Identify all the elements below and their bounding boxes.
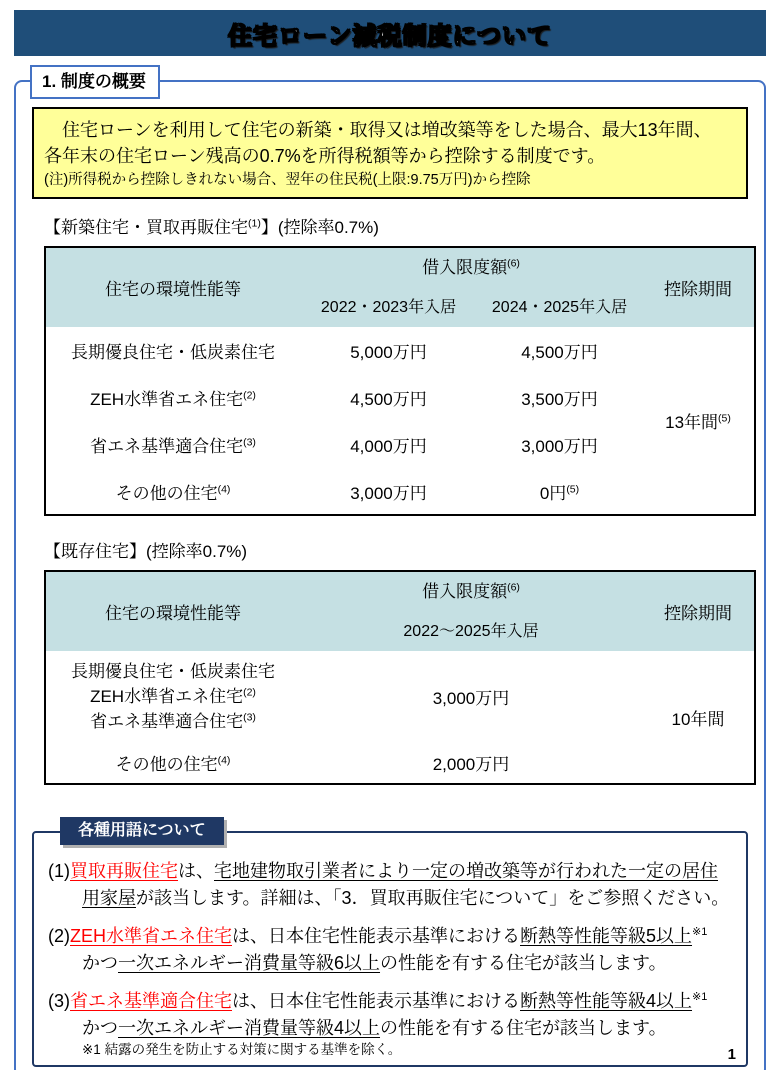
- note-2-line-2: [48, 950, 732, 977]
- note-text: は、日本住宅性能表示基準における: [232, 926, 520, 946]
- cell-limit-2024-2025: [477, 468, 642, 515]
- header-env-performance-label: 住宅の環境性能等: [105, 280, 241, 299]
- header-move-in-2022-2023: 2022・2023年入居: [300, 283, 477, 327]
- overview-line-2: 各年末の住宅ローン残高の0.7%を所得税額等から控除する制度です。: [44, 146, 606, 166]
- note-underlined-text: 一次エネルギー消費量等級6以上: [118, 953, 381, 973]
- note-2-line-1: [48, 923, 732, 950]
- note-number: (3): [48, 991, 70, 1011]
- housing-type-label: ZEH水準省エネ住宅: [90, 390, 244, 409]
- cell-limit-2022-2023: 5,000万円: [350, 343, 427, 362]
- page-number: 1: [727, 1046, 736, 1063]
- note-1-line-1: [48, 858, 732, 885]
- cell-housing-type: [45, 421, 300, 468]
- header-borrowing-limit-label: 借入限度額: [422, 582, 508, 601]
- note-text: かつ: [82, 1018, 118, 1038]
- header-deduction-period-label: 控除期間: [664, 604, 732, 623]
- note-text: の性能を有する住宅が該当します。: [380, 1018, 667, 1038]
- cell-limit-2024-2025: 3,000万円: [521, 437, 598, 456]
- section-heading: 1. 制度の概要: [30, 65, 160, 99]
- cell-limit-2022-2023: 3,000万円: [350, 483, 427, 503]
- note-text: かつ: [82, 953, 118, 973]
- header-move-in-2024-2025: 2024・2025年入居: [477, 283, 642, 327]
- housing-type-sup: (4): [217, 753, 231, 766]
- note-item-3: [48, 988, 732, 1042]
- header-borrowing-limit: [300, 571, 642, 607]
- limit-value: 0円: [539, 483, 567, 503]
- header-move-in-2022-2025: 2022〜2025年入居: [300, 607, 642, 651]
- housing-type-label: 省エネ基準適合住宅: [90, 437, 244, 456]
- note-term-red: ZEH水準省エネ住宅: [70, 926, 232, 946]
- note-reference-mark: ※1: [692, 926, 708, 938]
- overview-line-1: 住宅ローンを利用して住宅の新築・取得又は増改築等をした場合、最大13年間、: [44, 120, 712, 140]
- table-new-caption-sup: (1): [248, 217, 261, 230]
- header-env-performance: [45, 247, 300, 327]
- note-item-2: [48, 923, 732, 977]
- table-row-long-term-quality: [45, 327, 755, 374]
- header-deduction-period: [642, 247, 755, 327]
- note-number: (2): [48, 926, 70, 946]
- note-underlined-text: 宅地建物取引業者により一定の増改築等が行われた一定の居住: [214, 861, 718, 881]
- header-env-performance: [45, 571, 300, 651]
- overview-highlight-box: [32, 107, 748, 199]
- header-borrowing-limit: [300, 247, 642, 283]
- note-underlined-text: 断熱等性能等級4以上: [520, 991, 693, 1011]
- header-borrowing-limit-sup: (6): [507, 257, 520, 270]
- header-borrowing-limit-label: 借入限度額: [422, 258, 508, 277]
- table-existing-header-row-1: [45, 571, 755, 607]
- housing-type-line-3: [50, 709, 296, 734]
- cell-deduction-period: [642, 327, 755, 515]
- housing-type-line-2-text: ZEH水準省エネ住宅: [90, 686, 244, 706]
- note-underlined-text: 断熱等性能等級5以上: [520, 926, 693, 946]
- cell-limit-2024-2025: 4,500万円: [521, 343, 598, 362]
- header-deduction-period: [642, 571, 755, 651]
- note-term-red: 買取再販住宅: [70, 861, 178, 881]
- housing-type-line-3-sup: (3): [243, 710, 256, 723]
- note-underlined-text: 用家屋: [82, 888, 136, 908]
- cell-housing-type-group: [45, 651, 300, 741]
- deduction-period-sup: (5): [718, 412, 731, 425]
- note-text: が該当します。詳細は、「3．買取再販住宅について」をご参照ください。: [136, 888, 730, 908]
- terminology-badge: 各種用語について: [60, 817, 224, 845]
- cell-housing-type: [45, 741, 300, 784]
- table-new-caption-text: 【新築住宅・買取再販住宅: [44, 218, 248, 237]
- table-row-high-performance-group: [45, 651, 755, 741]
- cell-limit-2024-2025: 3,500万円: [521, 390, 598, 409]
- cell-limit-2022-2023: 4,000万円: [350, 437, 427, 456]
- cell-housing-type: [45, 374, 300, 421]
- cell-limit-2022-2023: 4,500万円: [350, 390, 427, 409]
- header-borrowing-limit-sup: (6): [507, 581, 520, 594]
- note-reference-mark: ※1: [692, 991, 708, 1003]
- table-existing-caption: 【既存住宅】(控除率0.7%): [44, 542, 248, 561]
- housing-type-label: その他の住宅: [115, 483, 218, 503]
- cell-limit-2022-2025: 2,000万円: [432, 754, 510, 774]
- housing-type-line-2-sup: (2): [243, 685, 256, 698]
- header-env-performance-label: 住宅の環境性能等: [105, 604, 241, 623]
- cell-deduction-period: 10年間: [671, 709, 725, 729]
- housing-type-line-2: [50, 684, 296, 709]
- note-term-red: 省エネ基準適合住宅: [70, 991, 232, 1011]
- note-text: は、: [178, 861, 214, 881]
- document-title: 住宅ローン減税制度について: [227, 22, 553, 50]
- footnote: ※1 結露の発生を防止する対策に関する基準を除く。: [82, 1042, 402, 1057]
- deduction-period-value: 13年間: [665, 413, 719, 432]
- cell-housing-type: [45, 468, 300, 515]
- table-new-header-row-1: [45, 247, 755, 283]
- table-new-caption-tail: 】(控除率0.7%): [260, 218, 379, 237]
- note-3-line-1: [48, 988, 732, 1015]
- note-1-line-2: [48, 885, 732, 912]
- note-underlined-text: 一次エネルギー消費量等級4以上: [118, 1018, 381, 1038]
- header-deduction-period-label: 控除期間: [664, 280, 732, 299]
- housing-type-sup: (3): [243, 436, 256, 449]
- cell-housing-type: [45, 327, 300, 374]
- cell-limit-2022-2025: 3,000万円: [432, 688, 510, 708]
- note-text: は、日本住宅性能表示基準における: [232, 991, 520, 1011]
- limit-value-sup: (5): [566, 482, 580, 495]
- note-item-1: [48, 858, 732, 912]
- note-number: (1): [48, 861, 70, 881]
- overview-note: (注)所得税から控除しきれない場合、翌年の住民税(上限:9.75万円)から控除: [44, 172, 531, 188]
- housing-type-line-3-text: 省エネ基準適合住宅: [90, 711, 244, 731]
- table-new-housing: [44, 246, 756, 516]
- housing-type-line-1: 長期優良住宅・低炭素住宅: [71, 661, 275, 681]
- housing-type-label: 長期優良住宅・低炭素住宅: [71, 343, 275, 362]
- note-text: の性能を有する住宅が該当します。: [380, 953, 667, 973]
- housing-type-sup: (4): [217, 482, 231, 495]
- housing-type-sup: (2): [243, 389, 256, 402]
- document-title-bar: [14, 10, 766, 56]
- terminology-box: [32, 822, 748, 1067]
- section-overview-box: [14, 72, 766, 1070]
- note-3-line-2: [48, 1015, 732, 1042]
- housing-type-label: その他の住宅: [115, 754, 218, 774]
- table-new-caption: [44, 216, 756, 240]
- table-existing-housing: [44, 570, 756, 785]
